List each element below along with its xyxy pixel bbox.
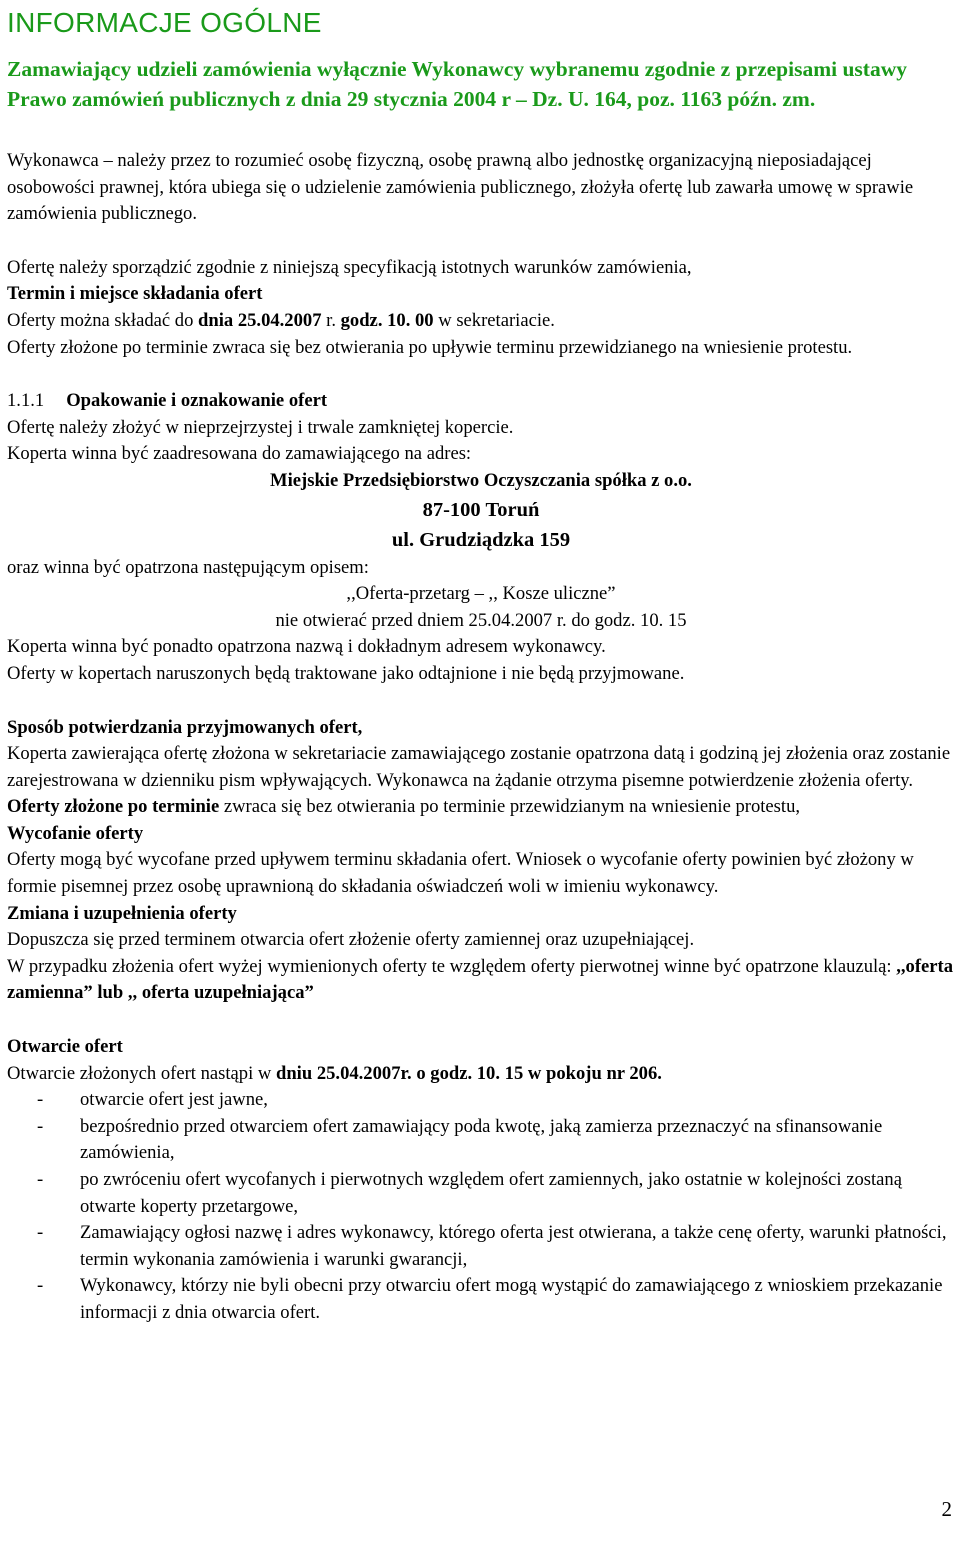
envelope-label-2: nie otwierać przed dniem 25.04.2007 r. do godz. 10. 15 [275,609,687,631]
list-item: - bezpośrednio przed otwarciem ofert zamawiający poda kwotę, jaką zamierza przeznaczyć na sfinansowanie zamówienia, [7,1114,955,1167]
opening-text: Otwarcie złożonych ofert nastąpi w dniu 25.04.2007r. o godz. 10. 15 w pokoju nr 206. [7,1062,662,1084]
packaging-heading: 1.1.1 Opakowanie i oznakowanie ofert [7,390,328,412]
address-street: ul. Grudziądzka 159 [391,528,571,551]
page-number: 2 [941,1497,952,1521]
envelope-label-1: ,,Oferta-przetarg – ,, Kosze uliczne” [346,583,616,605]
address-city: 87-100 Toruń [422,498,540,521]
list-item: - Wykonawcy, którzy nie byli obecni przy otwarciu ofert mogą wystąpić do zamawiającego z wnioskiem przekazanie informacji z dnia otwarcia ofert. [7,1273,955,1326]
change-heading: Zmiana i uzupełnienia oferty [7,902,237,924]
address-company: Miejskie Przedsiębiorstwo Oczyszczania spółka z o.o. [270,469,692,491]
confirm-late: Oferty złożone po terminie zwraca się bez otwierania po terminie przewidzianym na wniesienie protestu, [7,796,801,818]
term-line: Oferty można składać do dnia 25.04.2007 r. godz. 10. 00 w sekretariacie. [7,309,555,331]
confirm-text: Koperta zawierająca ofertę złożona w sekretariacie zamawiającego zostanie opatrzona datą i godziną jej złożenia oraz zostanie zarejestrowana w dzienniku pism wpływających. Wykonawca na żądanie otrzyma pisemne potwierdzenie złożenia oferty. [7,743,951,791]
opening-list [7,1087,955,1326]
confirm-heading: Sposób potwierdzania przyjmowanych ofert, [7,716,363,738]
packaging-line-1: Ofertę należy złożyć w nieprzejrzystej i trwale zamkniętej kopercie. [7,416,514,438]
packaging-line-4: Koperta winna być ponadto opatrzona nazwą i dokładnym adresem wykonawcy. [7,636,606,658]
packaging-line-3: oraz winna być opatrzona następującym opisem: [7,556,369,578]
late-offers-note: Oferty złożone po terminie zwraca się bez otwierania po upływie terminu przewidzianego na wniesienie protestu. [7,336,853,358]
change-text-1: Dopuszcza się przed terminem otwarcia ofert złożenie oferty zamiennej oraz uzupełniającej. [7,929,695,951]
document-page [7,0,955,1327]
definition-paragraph: Wykonawca – należy przez to rozumieć osobę fizyczną, osobę prawną albo jednostkę organizacyjną nieposiadającej osobowości prawnej, która ubiega się o udzielenie zamówienia publicznego, złożyła ofertę lub zawarła umowę w sprawie zamówienia publicznego. [7,150,914,225]
packaging-line-5: Oferty w kopertach naruszonych będą traktowane jako odtajnione i nie będą przyjmowane. [7,662,685,684]
opening-heading: Otwarcie ofert [7,1036,123,1058]
page-title: INFORMACJE OGÓLNE [7,7,322,38]
offer-line: Ofertę należy sporządzić zgodnie z niniejszą specyfikacją istotnych warunków zamówienia, [7,256,692,278]
list-item: - otwarcie ofert jest jawne, [7,1087,955,1114]
intro-paragraph: Zamawiający udzieli zamówienia wyłącznie Wykonawcy wybranemu zgodnie z przepisami ustawy Prawo zamówień publicznych z dnia 29 stycznia 2004 r – Dz. U. 164, poz. 1163 późn. zm. [7,57,907,111]
change-text-2: W przypadku złożenia ofert wyżej wymienionych oferty te względem oferty pierwotnej winne być opatrzone klauzulą: ,,oferta zamienna” lub ,, oferta uzupełniająca” [7,955,954,1004]
withdraw-heading: Wycofanie oferty [7,822,144,844]
packaging-line-2: Koperta winna być zaadresowana do zamawiającego na adres: [7,443,472,465]
withdraw-text: Oferty mogą być wycofane przed upływem terminu składania ofert. Wniosek o wycofanie oferty powinien być złożony w formie pisemnej przez osobę uprawnioną do składania oświadczeń woli w imieniu wykonawcy. [7,849,914,898]
list-item: - Zamawiający ogłosi nazwę i adres wykonawcy, którego oferta jest otwierana, a także cenę oferty, warunki płatności, termin wykonania zamówienia i warunki gwarancji, [7,1220,955,1273]
term-heading: Termin i miejsce składania ofert [7,283,263,305]
list-item: - po zwróceniu ofert wycofanych i pierwotnych względem ofert zamiennych, jako ostatnie w kolejności zostaną otwarte koperty przetargowe, [7,1167,955,1220]
